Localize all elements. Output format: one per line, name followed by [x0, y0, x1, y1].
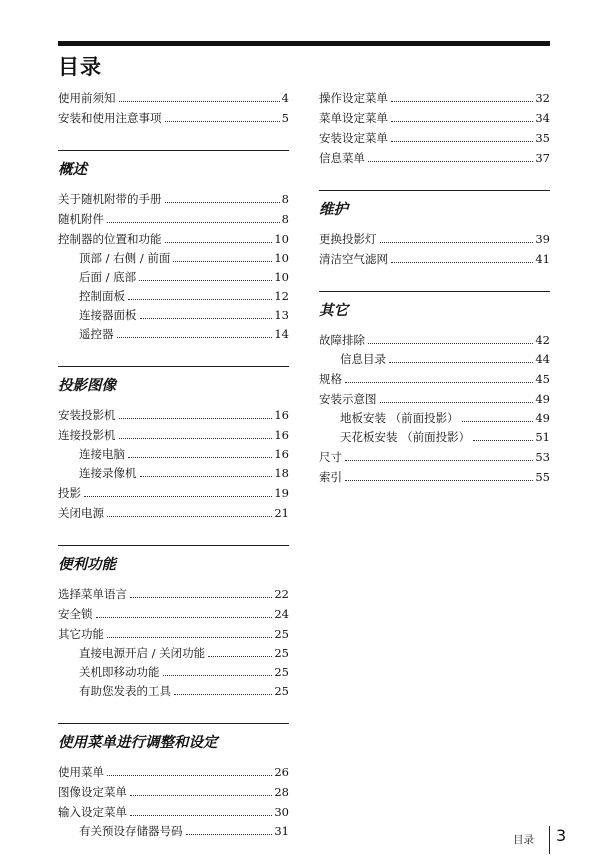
toc-entry-title: 有关预设存储器号码 [79, 824, 183, 838]
leader-dots [380, 402, 534, 403]
leader-dots [391, 141, 533, 142]
toc-entry[interactable] [58, 584, 289, 604]
page-number: 3 [556, 826, 567, 845]
toc-section-menus [58, 723, 289, 756]
toc-entry-page: 45 [535, 372, 550, 386]
toc-entry-title: 更换投影灯 [319, 232, 377, 246]
leader-dots [140, 318, 273, 319]
toc-entry-title: 关闭电源 [58, 506, 104, 520]
toc-entry-title: 随机附件 [58, 212, 104, 226]
toc-subentry[interactable] [58, 663, 289, 682]
leader-dots [186, 834, 273, 835]
toc-entry-title: 其它功能 [58, 627, 104, 641]
section-heading: 使用菜单进行调整和设定 [58, 735, 218, 751]
toc-entry-page: 42 [535, 333, 550, 347]
toc-entry[interactable] [319, 330, 550, 350]
toc-entry-title: 天花板安装 （前面投影） [340, 430, 471, 444]
leader-dots [174, 694, 272, 695]
toc-entry[interactable] [58, 802, 289, 822]
toc-entry-page: 8 [281, 212, 289, 226]
toc-entry[interactable] [58, 209, 289, 229]
toc-entry-page: 5 [281, 111, 289, 125]
toc-entry[interactable] [58, 425, 289, 445]
toc-entry-page: 21 [274, 506, 289, 520]
toc-entry[interactable] [58, 604, 289, 624]
leader-dots [345, 382, 533, 383]
toc-entry-page: 25 [274, 646, 289, 660]
toc-entry-title: 使用菜单 [58, 765, 104, 779]
toc-entry[interactable] [58, 189, 289, 209]
toc-entry-page: 51 [535, 430, 550, 444]
leader-dots [462, 421, 534, 422]
toc-left-column [58, 88, 289, 841]
toc-subentry[interactable] [319, 350, 550, 369]
toc-entry-page: 41 [535, 252, 550, 266]
toc-entry-page: 34 [535, 111, 550, 125]
toc-entry-page: 14 [274, 327, 289, 341]
toc-entry[interactable] [58, 503, 289, 523]
toc-entry[interactable] [319, 467, 550, 487]
toc-subentry[interactable] [319, 409, 550, 428]
section-heading: 投影图像 [58, 378, 116, 394]
toc-entry-page: 18 [274, 466, 289, 480]
leader-dots [208, 656, 272, 657]
toc-entry-title: 连接录像机 [79, 466, 137, 480]
toc-entry-title: 关机即移动功能 [79, 665, 160, 679]
toc-entry-page: 16 [274, 447, 289, 461]
toc-subentry[interactable] [319, 428, 550, 447]
leader-dots [119, 101, 280, 102]
toc-entry-title: 控制面板 [79, 289, 125, 303]
toc-right-column [319, 88, 550, 487]
toc-subentry[interactable] [58, 644, 289, 663]
toc-entry[interactable] [58, 229, 289, 249]
toc-section-projection [58, 366, 289, 399]
toc-entry-title: 投影 [58, 486, 81, 500]
toc-entry-title: 控制器的位置和功能 [58, 232, 162, 246]
toc-entry-title: 菜单设定菜单 [319, 111, 388, 125]
toc-entry[interactable] [58, 624, 289, 644]
toc-entry[interactable] [58, 483, 289, 503]
section-heading: 概述 [58, 162, 87, 178]
footer-divider [549, 826, 550, 854]
toc-entry[interactable] [319, 128, 550, 148]
toc-entry-page: 32 [535, 91, 550, 105]
toc-entry-page: 25 [274, 665, 289, 679]
toc-entry[interactable] [319, 249, 550, 269]
leader-dots [128, 299, 272, 300]
leader-dots [130, 597, 272, 598]
leader-dots [140, 476, 273, 477]
toc-entry-page: 25 [274, 684, 289, 698]
toc-entry-page: 49 [535, 392, 550, 406]
toc-entry[interactable] [58, 762, 289, 782]
toc-entry-page: 37 [535, 151, 550, 165]
toc-entry-page: 19 [274, 486, 289, 500]
toc-entry-page: 24 [274, 607, 289, 621]
toc-entry-page: 16 [274, 408, 289, 422]
toc-entry-title: 安全锁 [58, 607, 93, 621]
toc-entry-page: 8 [281, 192, 289, 206]
toc-entry-title: 遥控器 [79, 327, 114, 341]
toc-entry-page: 25 [274, 627, 289, 641]
leader-dots [165, 121, 280, 122]
toc-entry-title: 地板安装 （前面投影） [340, 411, 459, 425]
toc-entry-title: 安装和使用注意事项 [58, 111, 162, 125]
toc-entry[interactable] [58, 782, 289, 802]
toc-entry[interactable] [319, 369, 550, 389]
toc-entry-page: 10 [274, 232, 289, 246]
leader-dots [130, 815, 272, 816]
leader-dots [345, 480, 533, 481]
toc-entry-page: 44 [535, 352, 550, 366]
footer-section-label: 目录 [513, 834, 534, 846]
toc-entry-page: 35 [535, 131, 550, 145]
toc-entry[interactable] [58, 108, 289, 128]
toc-subentry[interactable] [58, 682, 289, 701]
leader-dots [107, 516, 272, 517]
toc-entry-title: 连接投影机 [58, 428, 116, 442]
section-heading: 便利功能 [58, 557, 116, 573]
toc-entry-title: 信息菜单 [319, 151, 365, 165]
toc-entry[interactable] [319, 88, 550, 108]
leader-dots [345, 460, 533, 461]
toc-entry-title: 规格 [319, 372, 342, 386]
toc-entry-page: 49 [535, 411, 550, 425]
toc-entry-title: 信息目录 [340, 352, 386, 366]
toc-entry-page: 10 [274, 270, 289, 284]
leader-dots [368, 161, 533, 162]
section-heading: 维护 [319, 202, 348, 218]
toc-intro-group [319, 88, 550, 168]
leader-dots [119, 438, 273, 439]
toc-entry-title: 安装投影机 [58, 408, 116, 422]
leader-dots [84, 496, 272, 497]
toc-entry[interactable] [319, 108, 550, 128]
section-heading: 其它 [319, 303, 348, 319]
toc-entry-page: 16 [274, 428, 289, 442]
toc-entry-title: 使用前须知 [58, 91, 116, 105]
leader-dots [391, 121, 533, 122]
toc-entry-title: 有助您发表的工具 [79, 684, 171, 698]
toc-subentry[interactable] [58, 287, 289, 306]
leader-dots [389, 362, 533, 363]
toc-subentry[interactable] [58, 268, 289, 287]
toc-entry-title: 关于随机附带的手册 [58, 192, 162, 206]
leader-dots [165, 242, 273, 243]
leader-dots [96, 617, 273, 618]
toc-entry-title: 清洁空气滤网 [319, 252, 388, 266]
leader-dots [391, 101, 533, 102]
toc-entry-title: 后面 / 底部 [79, 270, 137, 284]
leader-dots [117, 337, 273, 338]
toc-entry-title: 安装示意图 [319, 392, 377, 406]
toc-entry-title: 索引 [319, 470, 342, 484]
toc-entry[interactable] [58, 88, 289, 108]
leader-dots [107, 222, 280, 223]
toc-entry-title: 选择菜单语言 [58, 587, 127, 601]
toc-entry-page: 30 [274, 805, 289, 819]
toc-entry-page: 22 [274, 587, 289, 601]
toc-subentry[interactable] [58, 306, 289, 325]
toc-entry[interactable] [319, 229, 550, 249]
toc-section-other [319, 291, 550, 324]
toc-entry-title: 直接电源开启 / 关闭功能 [79, 646, 206, 660]
toc-entry-title: 故障排除 [319, 333, 365, 347]
leader-dots [139, 280, 272, 281]
toc-subentry[interactable] [58, 822, 289, 841]
title-rule [58, 41, 550, 46]
leader-dots [165, 202, 280, 203]
leader-dots [107, 775, 272, 776]
toc-entry-page: 12 [274, 289, 289, 303]
toc-entry-title: 操作设定菜单 [319, 91, 388, 105]
leader-dots [128, 457, 272, 458]
toc-entry-title: 连接器面板 [79, 308, 137, 322]
leader-dots [163, 675, 273, 676]
toc-entry-title: 尺寸 [319, 450, 342, 464]
toc-entry[interactable] [319, 389, 550, 409]
leader-dots [473, 440, 533, 441]
toc-entry-title: 连接电脑 [79, 447, 125, 461]
toc-section-maintenance [319, 190, 550, 223]
toc-entry-page: 55 [535, 470, 550, 484]
leader-dots [130, 795, 272, 796]
toc-entry-page: 28 [274, 785, 289, 799]
leader-dots [380, 242, 534, 243]
toc-subentry[interactable] [58, 325, 289, 344]
toc-entry-title: 顶部 / 右侧 / 前面 [79, 251, 171, 265]
leader-dots [119, 418, 273, 419]
leader-dots [107, 637, 272, 638]
toc-intro-group [58, 88, 289, 128]
toc-entry-page: 4 [281, 91, 289, 105]
toc-entry-title: 图像设定菜单 [58, 785, 127, 799]
toc-subentry[interactable] [58, 249, 289, 268]
toc-entry-page: 13 [274, 308, 289, 322]
toc-section-overview [58, 150, 289, 183]
toc-subentry[interactable] [58, 445, 289, 464]
toc-entry-title: 安装设定菜单 [319, 131, 388, 145]
toc-entry-page: 53 [535, 450, 550, 464]
toc-entry-title: 输入设定菜单 [58, 805, 127, 819]
toc-entry[interactable] [319, 148, 550, 168]
leader-dots [173, 261, 272, 262]
toc-entry-page: 26 [274, 765, 289, 779]
leader-dots [368, 343, 533, 344]
page-title: 目录 [58, 55, 102, 79]
toc-entry[interactable] [319, 447, 550, 467]
toc-entry-page: 31 [274, 824, 289, 838]
toc-section-convenience [58, 545, 289, 578]
toc-entry-page: 10 [274, 251, 289, 265]
leader-dots [391, 262, 533, 263]
toc-entry[interactable] [58, 405, 289, 425]
toc-entry-page: 39 [535, 232, 550, 246]
toc-subentry[interactable] [58, 464, 289, 483]
